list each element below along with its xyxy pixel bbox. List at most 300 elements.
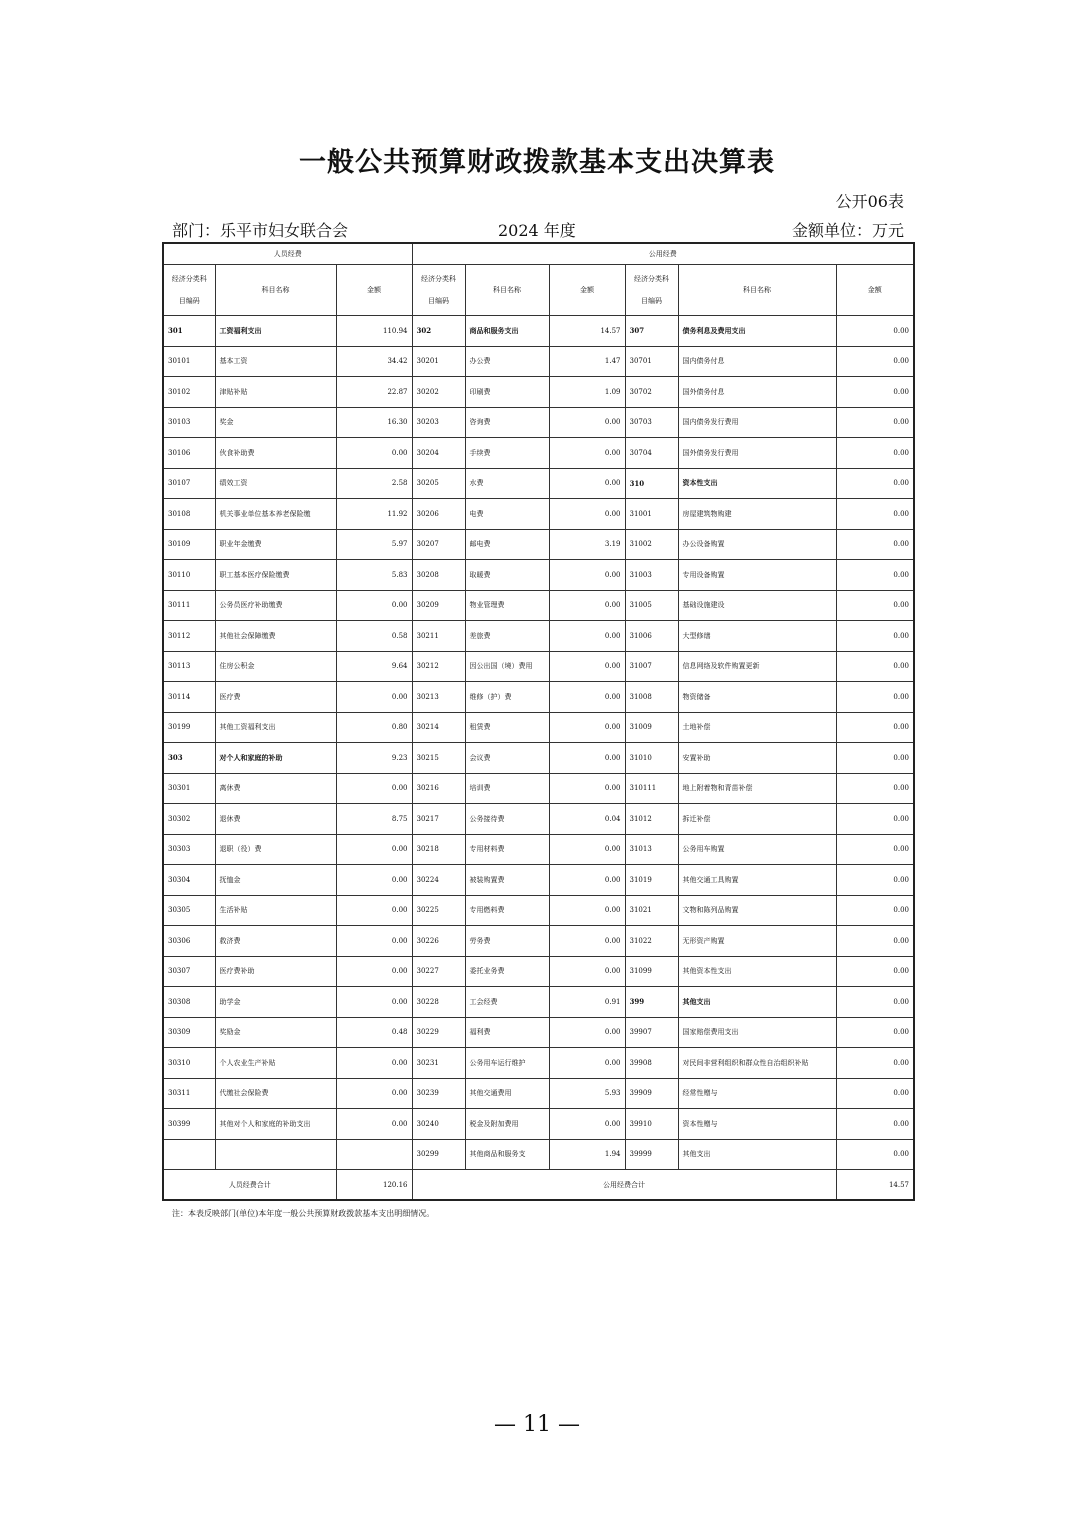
subject-name: 办公费: [465, 346, 549, 377]
subject-name: 委托业务费: [465, 956, 549, 987]
amount-value: 0.00: [336, 956, 412, 987]
subject-name: 医疗费补助: [215, 956, 336, 987]
subject-name: 绩效工资: [215, 468, 336, 499]
subject-code: 30208: [412, 560, 465, 591]
public-total-value: 14.57: [836, 1170, 914, 1201]
amount-value: 0.00: [549, 499, 625, 530]
code-header: 经济分类科 目编码: [625, 265, 678, 316]
amount-value: 0.00: [836, 682, 914, 713]
form-code: 公开06表: [835, 192, 904, 211]
subject-code: 30239: [412, 1078, 465, 1109]
amount-value: 0.00: [836, 865, 914, 896]
amount-value: 0.00: [336, 1078, 412, 1109]
subject-code: 30225: [412, 895, 465, 926]
subject-code: 30301: [163, 773, 215, 804]
table-row: [163, 560, 914, 591]
subject-code: 30303: [163, 834, 215, 865]
amount-value: 22.87: [336, 377, 412, 408]
subject-name: 税金及附加费用: [465, 1109, 549, 1140]
amount-value: 5.93: [549, 1078, 625, 1109]
subject-name: 国内债务付息: [678, 346, 836, 377]
subject-code: 30110: [163, 560, 215, 591]
amount-value: 0.00: [336, 987, 412, 1018]
amount-value: 0.00: [336, 682, 412, 713]
subject-name: 其他对个人和家庭的补助支出: [215, 1109, 336, 1140]
public-group-header: 公用经费: [412, 243, 914, 265]
subject-name: 印刷费: [465, 377, 549, 408]
subject-name: 其他交通工具购置: [678, 865, 836, 896]
amount-value: 34.42: [336, 346, 412, 377]
subject-code: 30107: [163, 468, 215, 499]
subject-code: 30309: [163, 1017, 215, 1048]
code-header: 经济分类科 目编码: [412, 265, 465, 316]
subject-name: 无形资产购置: [678, 926, 836, 957]
amount-value: 0.00: [836, 499, 914, 530]
amount-value: 0.91: [549, 987, 625, 1018]
amount-value: 0.00: [836, 1017, 914, 1048]
amount-value: 0.00: [836, 346, 914, 377]
subject-code: 30224: [412, 865, 465, 896]
amount-value: 11.92: [336, 499, 412, 530]
subject-code: 30102: [163, 377, 215, 408]
subject-code: 30703: [625, 407, 678, 438]
amount-value: 0.00: [549, 773, 625, 804]
table-row: [163, 1048, 914, 1079]
subject-name: 医疗费: [215, 682, 336, 713]
subject-name: 福利费: [465, 1017, 549, 1048]
subject-name: 代缴社会保险费: [215, 1078, 336, 1109]
subject-name: 经常性赠与: [678, 1078, 836, 1109]
subject-name: 离休费: [215, 773, 336, 804]
table-row: [163, 987, 914, 1018]
subject-code: 39907: [625, 1017, 678, 1048]
subject-name: 地上附着物和青苗补偿: [678, 773, 836, 804]
subject-name: 国外债务发行费用: [678, 438, 836, 469]
amount-value: 1.47: [549, 346, 625, 377]
subject-code: 30205: [412, 468, 465, 499]
subject-code: 30204: [412, 438, 465, 469]
subject-code: 31002: [625, 529, 678, 560]
amount-value: 9.64: [336, 651, 412, 682]
subject-name: 信息网络及软件购置更新: [678, 651, 836, 682]
personnel-total-value: 120.16: [336, 1170, 412, 1201]
subject-code: 30226: [412, 926, 465, 957]
subject-code: 30306: [163, 926, 215, 957]
amount-value: 0.00: [549, 865, 625, 896]
subject-name: 住房公积金: [215, 651, 336, 682]
table-row: [163, 926, 914, 957]
subject-name: 其他工资福利支出: [215, 712, 336, 743]
amount-value: 0.00: [836, 590, 914, 621]
amount-value: 0.00: [549, 407, 625, 438]
amount-value: 0.00: [836, 316, 914, 347]
subject-code: 31003: [625, 560, 678, 591]
subject-name: 奖励金: [215, 1017, 336, 1048]
subject-code: 30214: [412, 712, 465, 743]
table-row: [163, 865, 914, 896]
amount-value: 0.00: [549, 834, 625, 865]
table-row: [163, 651, 914, 682]
subject-name: 专用材料费: [465, 834, 549, 865]
subject-name: 基础设施建设: [678, 590, 836, 621]
subject-code: 31010: [625, 743, 678, 774]
amount-value: 0.00: [549, 651, 625, 682]
subject-code: 30207: [412, 529, 465, 560]
amount-value: 0.00: [549, 712, 625, 743]
subject-name: 物业管理费: [465, 590, 549, 621]
subject-code: 30299: [412, 1139, 465, 1170]
subject-code: 30229: [412, 1017, 465, 1048]
table-row: [163, 956, 914, 987]
subject-code: 30215: [412, 743, 465, 774]
subject-name: 文物和陈列品购置: [678, 895, 836, 926]
subject-name: 取暖费: [465, 560, 549, 591]
amount-value: 0.00: [836, 895, 914, 926]
table-row: [163, 499, 914, 530]
subject-name: 国内债务发行费用: [678, 407, 836, 438]
personnel-total-label: 人员经费合计: [163, 1170, 336, 1201]
subject-name: 其他资本性支出: [678, 956, 836, 987]
amount-header: 金额: [336, 265, 412, 316]
amount-value: 0.00: [336, 438, 412, 469]
subject-code: [163, 1139, 215, 1170]
subject-name: 会议费: [465, 743, 549, 774]
subject-code: 30202: [412, 377, 465, 408]
subject-code: 30109: [163, 529, 215, 560]
subject-code: 30227: [412, 956, 465, 987]
subject-name: 差旅费: [465, 621, 549, 652]
subject-name: 对民间非营利组织和群众性自治组织补贴: [678, 1048, 836, 1079]
subject-code: 30112: [163, 621, 215, 652]
subject-code: 30113: [163, 651, 215, 682]
subject-code: 30206: [412, 499, 465, 530]
amount-value: 0.00: [336, 590, 412, 621]
amount-value: 0.00: [836, 560, 914, 591]
subject-name: [215, 1139, 336, 1170]
amount-value: 0.00: [549, 590, 625, 621]
amount-value: 0.00: [836, 926, 914, 957]
subject-code: 31021: [625, 895, 678, 926]
subject-code: 30702: [625, 377, 678, 408]
amount-value: 0.04: [549, 804, 625, 835]
subject-name: 助学金: [215, 987, 336, 1018]
subject-code: 30231: [412, 1048, 465, 1079]
subject-name: 公务用车购置: [678, 834, 836, 865]
subject-name: 资本性赠与: [678, 1109, 836, 1140]
subject-name: 工会经费: [465, 987, 549, 1018]
subject-name: 债务利息及费用支出: [678, 316, 836, 347]
subject-name: 被装购置费: [465, 865, 549, 896]
subject-name: 基本工资: [215, 346, 336, 377]
amount-value: 0.00: [336, 895, 412, 926]
table-row: [163, 743, 914, 774]
subject-code: 30307: [163, 956, 215, 987]
subject-code: 30217: [412, 804, 465, 835]
subject-code: 30701: [625, 346, 678, 377]
subject-name: 对个人和家庭的补助: [215, 743, 336, 774]
amount-value: 0.00: [336, 1048, 412, 1079]
subject-name: 工资福利支出: [215, 316, 336, 347]
amount-value: 0.00: [549, 1017, 625, 1048]
subject-name: 个人农业生产补贴: [215, 1048, 336, 1079]
subject-code: 31006: [625, 621, 678, 652]
subject-code: 30101: [163, 346, 215, 377]
subject-code: 30211: [412, 621, 465, 652]
subject-code: 39910: [625, 1109, 678, 1140]
subject-name: 其他商品和服务支: [465, 1139, 549, 1170]
fiscal-year: 2024 年度: [498, 221, 576, 240]
subject-name: 房屋建筑物购建: [678, 499, 836, 530]
subject-code: 30305: [163, 895, 215, 926]
table-row: [163, 682, 914, 713]
page-title: 一般公共预算财政拨款基本支出决算表: [299, 147, 775, 178]
subject-name: 伙食补助费: [215, 438, 336, 469]
table-row: [163, 529, 914, 560]
table-row: [163, 1078, 914, 1109]
subject-name: 维修（护）费: [465, 682, 549, 713]
amount-value: 0.00: [549, 438, 625, 469]
subject-name: 商品和服务支出: [465, 316, 549, 347]
subject-code: 310111: [625, 773, 678, 804]
subject-code: 30240: [412, 1109, 465, 1140]
amount-value: 0.00: [336, 834, 412, 865]
subject-code: 30108: [163, 499, 215, 530]
subject-code: 30216: [412, 773, 465, 804]
amount-value: 0.00: [836, 804, 914, 835]
amount-unit: 金额单位：万元: [791, 221, 904, 240]
subject-code: 307: [625, 316, 678, 347]
amount-value: 0.00: [836, 1078, 914, 1109]
amount-value: 0.00: [549, 926, 625, 957]
amount-value: 0.00: [836, 651, 914, 682]
subject-code: 39908: [625, 1048, 678, 1079]
subject-name-header: 科目名称: [215, 265, 336, 316]
amount-value: 9.23: [336, 743, 412, 774]
public-total-label: 公用经费合计: [412, 1170, 836, 1201]
amount-value: 0.48: [336, 1017, 412, 1048]
amount-value: 5.97: [336, 529, 412, 560]
subject-code: 30201: [412, 346, 465, 377]
subject-name: 其他支出: [678, 987, 836, 1018]
amount-header: 金额: [836, 265, 914, 316]
subject-name-header: 科目名称: [678, 265, 836, 316]
amount-value: 1.94: [549, 1139, 625, 1170]
subject-name: 公务员医疗补助缴费: [215, 590, 336, 621]
group-header-row: [163, 243, 914, 265]
amount-value: 0.00: [836, 743, 914, 774]
amount-value: 0.00: [836, 529, 914, 560]
subject-name: 职工基本医疗保险缴费: [215, 560, 336, 591]
subject-name: 抚恤金: [215, 865, 336, 896]
table-row: [163, 1139, 914, 1170]
subject-name: 其他交通费用: [465, 1078, 549, 1109]
subject-name: 培训费: [465, 773, 549, 804]
amount-value: 3.19: [549, 529, 625, 560]
subject-code: 303: [163, 743, 215, 774]
amount-value: 1.09: [549, 377, 625, 408]
amount-value: 0.00: [549, 895, 625, 926]
subject-name: 津贴补贴: [215, 377, 336, 408]
subject-code: 30203: [412, 407, 465, 438]
subject-name: 职业年金缴费: [215, 529, 336, 560]
subject-name: 因公出国（境）费用: [465, 651, 549, 682]
amount-value: 0.00: [336, 773, 412, 804]
amount-value: 16.30: [336, 407, 412, 438]
subject-name: 退职（役）费: [215, 834, 336, 865]
subject-name-header: 科目名称: [465, 265, 549, 316]
table-row: [163, 407, 914, 438]
amount-value: 0.00: [549, 1048, 625, 1079]
table-row: [163, 834, 914, 865]
subject-name: 拆迁补偿: [678, 804, 836, 835]
amount-value: [336, 1139, 412, 1170]
amount-value: 0.00: [336, 1109, 412, 1140]
table-row: [163, 895, 914, 926]
subject-code: 30106: [163, 438, 215, 469]
personnel-group-header: 人员经费: [163, 243, 412, 265]
amount-value: 0.00: [836, 956, 914, 987]
subject-code: 30228: [412, 987, 465, 1018]
amount-value: 0.00: [549, 1109, 625, 1140]
amount-value: 0.00: [336, 926, 412, 957]
amount-value: 0.00: [836, 377, 914, 408]
amount-value: 0.00: [836, 712, 914, 743]
subject-code: 39999: [625, 1139, 678, 1170]
subject-code: 31013: [625, 834, 678, 865]
subject-code: 31099: [625, 956, 678, 987]
code-header: 经济分类科 目编码: [163, 265, 215, 316]
subject-name: 咨询费: [465, 407, 549, 438]
amount-value: 0.00: [549, 682, 625, 713]
subject-code: 31007: [625, 651, 678, 682]
subject-name: 机关事业单位基本养老保险缴: [215, 499, 336, 530]
subject-name: 大型修缮: [678, 621, 836, 652]
table-row: [163, 804, 914, 835]
subject-code: 302: [412, 316, 465, 347]
amount-value: 0.00: [549, 468, 625, 499]
subject-code: 31009: [625, 712, 678, 743]
amount-header: 金额: [549, 265, 625, 316]
subject-name: 资本性支出: [678, 468, 836, 499]
subject-name: 土地补偿: [678, 712, 836, 743]
amount-value: 0.58: [336, 621, 412, 652]
amount-value: 0.00: [836, 1139, 914, 1170]
subject-code: 30311: [163, 1078, 215, 1109]
subject-name: 专用设备购置: [678, 560, 836, 591]
subject-name: 国家赔偿费用支出: [678, 1017, 836, 1048]
subject-code: 31005: [625, 590, 678, 621]
amount-value: 0.00: [836, 1109, 914, 1140]
subject-code: 31001: [625, 499, 678, 530]
table-row: [163, 346, 914, 377]
subject-name: 租赁费: [465, 712, 549, 743]
amount-value: 0.00: [836, 621, 914, 652]
department-label: 部门：乐平市妇女联合会: [172, 221, 349, 240]
page-number: — 11 —: [494, 1412, 580, 1437]
amount-value: 8.75: [336, 804, 412, 835]
amount-value: 110.94: [336, 316, 412, 347]
subject-code: 31012: [625, 804, 678, 835]
subject-name: 安置补助: [678, 743, 836, 774]
amount-value: 0.00: [836, 987, 914, 1018]
subject-name: 办公设备购置: [678, 529, 836, 560]
column-header-row: [163, 265, 914, 316]
table-note: 注：本表反映部门(单位)本年度一般公共预算财政拨款基本支出明细情况。: [172, 1209, 435, 1218]
subject-name: 公务接待费: [465, 804, 549, 835]
amount-value: 0.00: [549, 560, 625, 591]
subject-code: 30199: [163, 712, 215, 743]
subject-name: 水费: [465, 468, 549, 499]
table-row: [163, 377, 914, 408]
amount-value: 0.00: [549, 956, 625, 987]
subject-name: 退休费: [215, 804, 336, 835]
amount-value: 0.00: [549, 743, 625, 774]
subject-code: 30103: [163, 407, 215, 438]
amount-value: 0.00: [836, 468, 914, 499]
subject-code: 31019: [625, 865, 678, 896]
subject-name: 国外债务付息: [678, 377, 836, 408]
subject-name: 其他支出: [678, 1139, 836, 1170]
subject-name: 救济费: [215, 926, 336, 957]
table-row: [163, 316, 914, 347]
subject-code: 30310: [163, 1048, 215, 1079]
amount-value: 0.00: [549, 621, 625, 652]
subject-code: 30704: [625, 438, 678, 469]
subject-code: 30302: [163, 804, 215, 835]
subject-code: 310: [625, 468, 678, 499]
subject-code: 31022: [625, 926, 678, 957]
subject-name: 专用燃料费: [465, 895, 549, 926]
amount-value: 0.00: [836, 834, 914, 865]
subject-code: 30212: [412, 651, 465, 682]
subject-code: 30308: [163, 987, 215, 1018]
subject-name: 物资储备: [678, 682, 836, 713]
subject-name: 手续费: [465, 438, 549, 469]
table-row: [163, 438, 914, 469]
amount-value: 5.83: [336, 560, 412, 591]
subject-name: 奖金: [215, 407, 336, 438]
subject-name: 其他社会保障缴费: [215, 621, 336, 652]
subject-name: 邮电费: [465, 529, 549, 560]
subject-code: 39909: [625, 1078, 678, 1109]
expenditure-table: [162, 242, 915, 1201]
subject-code: 30209: [412, 590, 465, 621]
subject-code: 30304: [163, 865, 215, 896]
amount-value: 0.80: [336, 712, 412, 743]
table-row: [163, 1017, 914, 1048]
table-row: [163, 468, 914, 499]
subject-code: 30399: [163, 1109, 215, 1140]
amount-value: 0.00: [336, 865, 412, 896]
table-row: [163, 590, 914, 621]
table-row: [163, 1109, 914, 1140]
amount-value: 0.00: [836, 1048, 914, 1079]
subject-name: 公务用车运行维护: [465, 1048, 549, 1079]
subject-code: 30111: [163, 590, 215, 621]
amount-value: 2.58: [336, 468, 412, 499]
amount-value: 0.00: [836, 438, 914, 469]
subject-code: 301: [163, 316, 215, 347]
subject-code: 399: [625, 987, 678, 1018]
subject-code: 30218: [412, 834, 465, 865]
subject-name: 电费: [465, 499, 549, 530]
subject-name: 生活补贴: [215, 895, 336, 926]
subject-code: 30114: [163, 682, 215, 713]
table-row: [163, 773, 914, 804]
amount-value: 0.00: [836, 407, 914, 438]
table-row: [163, 621, 914, 652]
amount-value: 14.57: [549, 316, 625, 347]
